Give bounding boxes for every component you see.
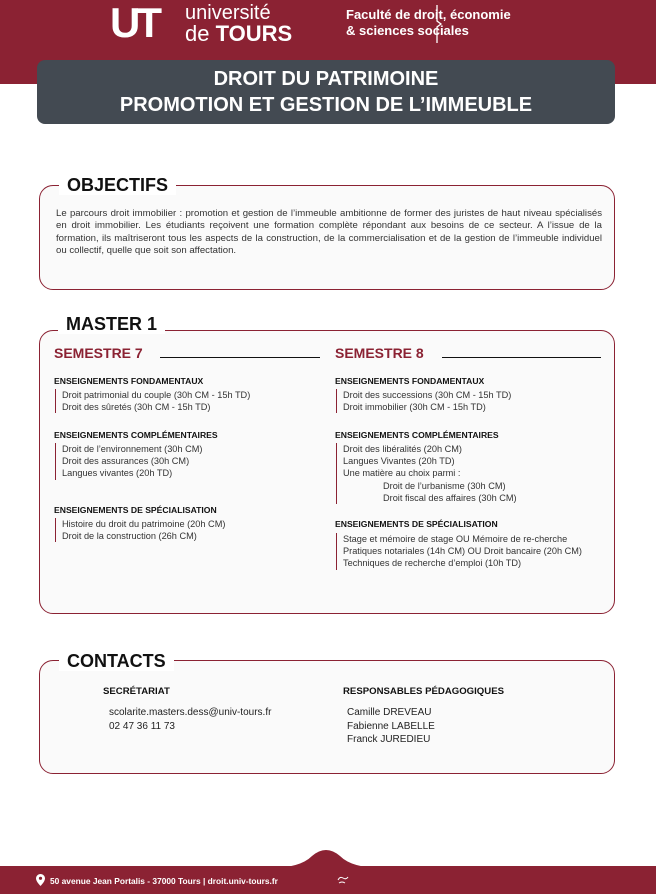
sem7-fondamentaux-title: ENSEIGNEMENTS FONDAMENTAUX [54, 376, 204, 386]
footer-notch [270, 848, 382, 868]
faculty-name [346, 7, 511, 39]
responsable-name: Fabienne LABELLE [347, 720, 435, 732]
semester-8-title: SEMESTRE 8 [335, 345, 424, 361]
responsables-list [347, 706, 435, 747]
title-line-1: DROIT DU PATRIMOINE [213, 68, 439, 90]
footer-address[interactable]: 50 avenue Jean Portalis - 37000 Tours | droit.univ-tours.fr [50, 876, 278, 886]
list-item: Histoire du droit du patrimoine (20h CM) [62, 519, 226, 529]
list-item: Droit des libéralités (20h CM) [343, 444, 462, 454]
secretariat-title: SECRÉTARIAT [103, 686, 170, 697]
list-item: Droit patrimonial du couple (30h CM - 15h TD) [62, 390, 251, 400]
secretariat-contact [109, 706, 271, 733]
logo-mark: UT [110, 0, 158, 46]
semester-7-rule [160, 357, 320, 358]
list-item: Droit de la construction (26h CM) [62, 531, 197, 542]
logo-line-2-prefix: de [185, 21, 210, 46]
responsable-name: Franck JUREDIEU [347, 734, 431, 745]
sem8-specialisation-title: ENSEIGNEMENTS DE SPÉCIALISATION [335, 519, 498, 529]
sem7-specialisation-title: ENSEIGNEMENTS DE SPÉCIALISATION [54, 505, 217, 515]
semester-8-rule [442, 357, 601, 358]
logo-line-2-bold: TOURS [215, 21, 293, 46]
sem8-fondamentaux-list [336, 389, 511, 413]
objectives-text: Le parcours droit immobilier : promotion et gestion de l’immeuble ambitionne de former des juristes de haut niveau spécialisés en droit immobilier. Les étudiants reçoivent une formation complète répondant aux besoins de ce secteur. A l’issue de la formation, ils maîtriseront tous les aspects de la construction, de la commercialisation et de la gestion de l’immeuble individuel ou collectif, quelle que soit son affectation. [56, 208, 602, 256]
contact-email-link[interactable]: scolarite.masters.dess@univ-tours.fr [109, 707, 272, 718]
contact-phone: 02 47 36 11 73 [109, 720, 175, 732]
list-item-choice: Droit fiscal des affaires (30h CM) [383, 492, 517, 503]
sem8-complementaires-title: ENSEIGNEMENTS COMPLÉMENTAIRES [335, 430, 499, 440]
list-item: Langues Vivantes (20h TD) [343, 456, 455, 467]
sem7-fondamentaux-list [55, 389, 250, 413]
list-item: Droit des sûretés (30h CM - 15h TD) [62, 402, 211, 413]
title-line-2: PROMOTION ET GESTION DE L’IMMEUBLE [119, 94, 533, 116]
logo-line-1: université [185, 2, 271, 24]
sem8-complementaires-list [336, 443, 517, 504]
list-item: Droit des assurances (30h CM) [62, 456, 190, 467]
semester-7-title: SEMESTRE 7 [54, 345, 143, 361]
responsables-title: RESPONSABLES PÉDAGOGIQUES [343, 686, 504, 697]
list-item-choice: Droit de l’urbanisme (30h CM) [383, 480, 506, 491]
social-icon[interactable] [337, 875, 349, 885]
page-title [37, 60, 615, 124]
sem7-complementaires-title: ENSEIGNEMENTS COMPLÉMENTAIRES [54, 430, 218, 440]
list-item: Langues vivantes (20h TD) [62, 468, 173, 479]
sem7-complementaires-list [55, 443, 202, 480]
list-item: Droit immobilier (30h CM - 15h TD) [343, 402, 486, 413]
faculty-line-1: Faculté de droit, économie [346, 7, 511, 22]
list-item: Stage et mémoire de stage OU Mémoire de re-cherche [343, 534, 568, 544]
list-item: Une matière au choix parmi : [343, 468, 461, 479]
sem8-specialisation-list [336, 533, 603, 570]
contacts-heading: CONTACTS [59, 651, 174, 671]
master-heading: MASTER 1 [58, 314, 165, 334]
logo-line-2 [185, 23, 292, 45]
faculty-line-2: & sciences sociales [346, 23, 469, 38]
list-item: Pratiques notariales (14h CM) OU Droit bancaire (20h CM) [343, 546, 582, 557]
sem8-fondamentaux-title: ENSEIGNEMENTS FONDAMENTAUX [335, 376, 485, 386]
list-item: Droit de l’environnement (30h CM) [62, 444, 203, 454]
objectives-heading: OBJECTIFS [59, 175, 176, 195]
location-pin-icon [36, 874, 45, 886]
list-item: Droit des successions (30h CM - 15h TD) [343, 390, 512, 400]
list-item: Techniques de recherche d’emploi (10h TD) [343, 558, 522, 569]
sem7-specialisation-list [55, 518, 225, 542]
responsable-name: Camille DREVEAU [347, 707, 432, 718]
